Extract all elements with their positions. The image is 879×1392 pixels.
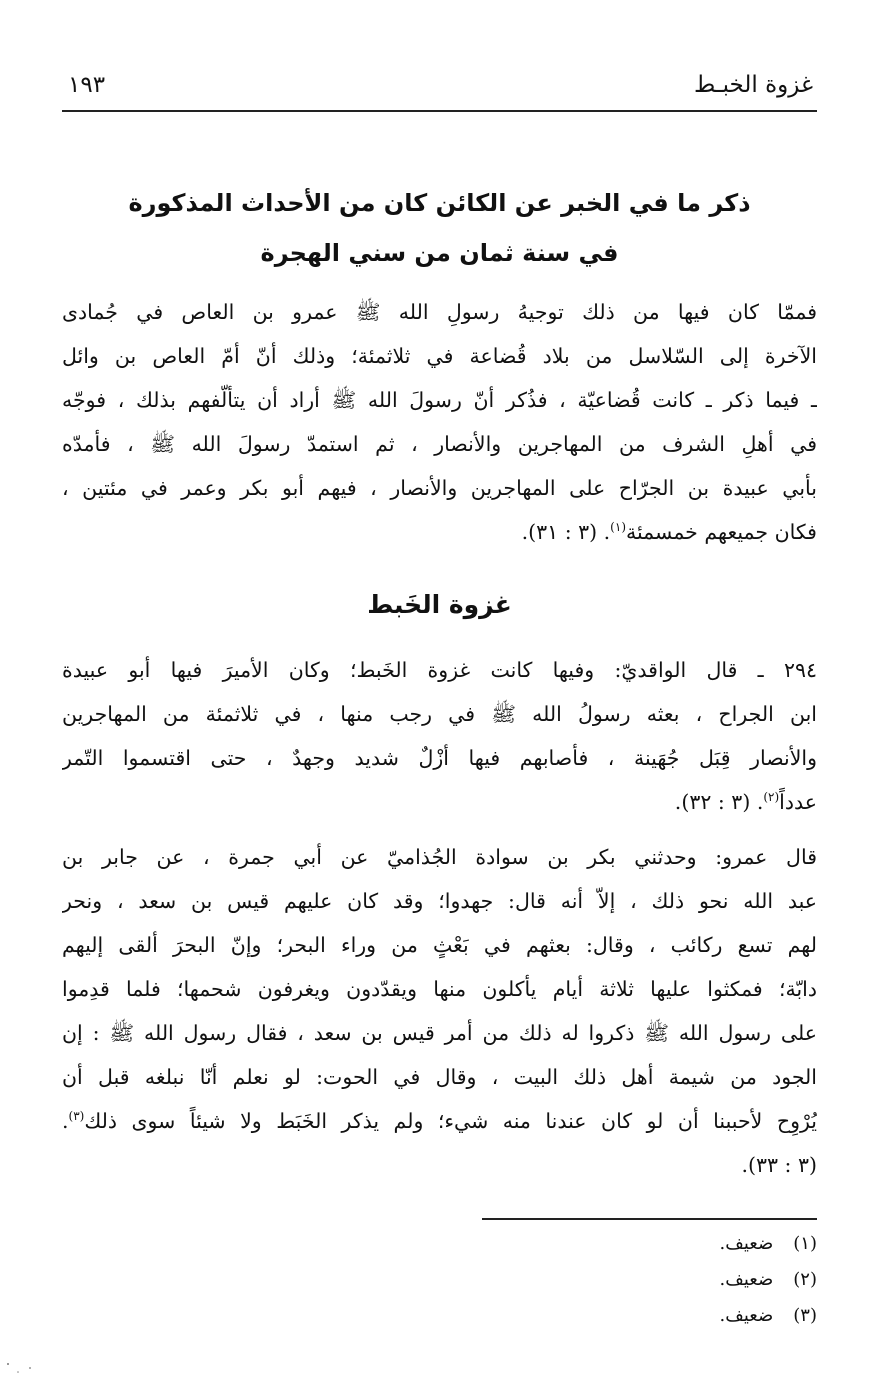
paragraph-line: ابن الجراح ، بعثه رسولُ الله ﷺ في رجب منها ، في ثلاثمئة من المهاجرين	[62, 702, 817, 726]
paragraph-line: قال عمرو: وحدثني بكر بن سوادة الجُذاميّ عن أبي جمرة ، عن جابر بن	[62, 845, 817, 869]
paragraph-line: فممّا كان فيها من ذلك توجيهُ رسولِ الله ﷺ عمرو بن العاص في جُمادى	[62, 300, 817, 324]
footnote-3	[62, 1298, 817, 1334]
citation: . (٣ : ٣١).	[521, 520, 611, 544]
page-number: ١٩٣	[68, 72, 106, 98]
footnote-2	[62, 1262, 817, 1298]
footnote-ref-1[interactable]: (١)	[610, 520, 626, 535]
footnote-ref-2[interactable]: (٢)	[763, 790, 780, 805]
paragraph-line: الآخرة إلى السّلاسل من بلاد قُضاعة في ثلاثمئة؛ وذلك أنّ أمّ العاص بن وائل	[62, 344, 817, 368]
footnote-ref-3[interactable]: (٣)	[68, 1109, 85, 1124]
footnote-text: ضعيف.	[719, 1305, 774, 1326]
paragraph-line: دابّة؛ فمكثوا عليها ثلاثة أيام يأكلون منها ويقدّدون ويغرفون شحمها؛ فلما قدِموا	[62, 977, 817, 1001]
paragraph-line: على رسول الله ﷺ ذكروا له ذلك من أمر قيس بن سعد ، فقال رسول الله ﷺ : إن	[62, 1021, 817, 1045]
section-heading-1	[62, 178, 817, 278]
sentence-end: .	[62, 1109, 69, 1133]
paragraph-line-text: يُرْوِح لأحببنا أن لو كان عندنا منه شيء؛ ولم يذكر الخَبَط ولا شيئاً سوى ذلك	[84, 1109, 817, 1133]
paragraph-last-line	[62, 780, 817, 824]
scan-specks	[4, 1358, 44, 1378]
paragraph-line-with-ref	[62, 1099, 817, 1143]
paragraph-line-text: عدداً	[779, 790, 817, 814]
section-heading-1-line-2: في سنة ثمان من سني الهجرة	[260, 239, 619, 267]
paragraph-line: في أهلِ الشرف من المهاجرين والأنصار ، ثم استمدّ رسولَ الله ﷺ ، فأمدّه	[62, 432, 817, 456]
paragraph-line: بأبي عبيدة بن الجرّاح على المهاجرين والأنصار ، فيهم أبو بكر وعمر في مئتين ،	[62, 476, 817, 500]
paragraph-line: ٢٩٤ ـ قال الواقديّ: وفيها كانت غزوة الخَبط؛ وكان الأميرَ فيها أبو عبيدة	[62, 658, 817, 682]
paragraph-1	[62, 290, 817, 554]
footnote-number: (٢)	[793, 1269, 817, 1290]
paragraph-line: لهم تسع ركائب ، وقال: بعثهم في بَعْثٍ من وراء البحر؛ وإنّ البحرَ ألقى إليهم	[62, 933, 817, 957]
paragraph-line: والأنصار قِبَل جُهَينة ، فأصابهم فيها أزْلٌ شديد وجهدٌ ، حتى اقتسموا التّمر	[62, 746, 817, 770]
footnote-number: (٣)	[793, 1305, 817, 1326]
paragraph-last-line	[62, 510, 817, 554]
footnote-text: ضعيف.	[719, 1233, 774, 1254]
section-heading-2: غزوة الخَبط	[367, 590, 512, 619]
footnotes	[62, 1226, 817, 1334]
section-heading-1-line-1: ذكر ما في الخبر عن الكائن كان من الأحداث المذكورة	[128, 189, 751, 217]
running-title: غزوة الخبـط	[694, 72, 813, 98]
footnote-number: (١)	[793, 1233, 817, 1254]
paragraph-line: ـ فيما ذكر ـ كانت قُضاعيّة ، فذُكر أنّ رسولَ الله ﷺ أراد أن يتألّفهم بذلك ، فوجّه	[62, 388, 817, 412]
paragraph-line-text: فكان جميعهم خمسمئة	[626, 520, 817, 544]
footnote-divider	[482, 1218, 817, 1220]
paragraph-line: عبد الله نحو ذلك ، إلاّ أنه قال: جهدوا؛ وقد كان عليهم قيس بن سعد ، ونحر	[62, 889, 817, 913]
book-page	[62, 0, 817, 1392]
footnote-text: ضعيف.	[719, 1269, 774, 1290]
paragraph-line: الجود من شيمة أهل ذلك البيت ، وقال في الحوت: لو نعلم أنّا نبلغه قبل أن	[62, 1065, 817, 1089]
citation-line: (٣ : ٣٣).	[741, 1153, 817, 1177]
running-header	[62, 70, 817, 112]
footnote-1	[62, 1226, 817, 1262]
citation: . (٣ : ٣٢).	[674, 790, 764, 814]
paragraph-3	[62, 835, 817, 1187]
paragraph-2	[62, 648, 817, 824]
